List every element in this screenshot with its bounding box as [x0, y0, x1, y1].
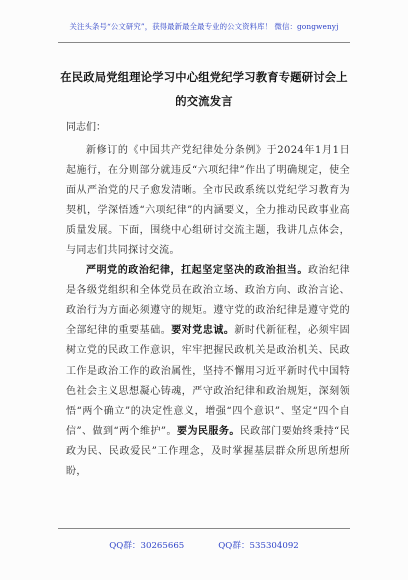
header-banner: 关注头条号“公文研究”，获得最新最全最专业的公文资料库！ 微信：gongwenyj	[69, 22, 339, 31]
footer-qq-2: QQ群：535304092	[218, 541, 299, 551]
point-heading-loyalty: 要对党忠诚。	[171, 325, 235, 337]
paragraph-1: 新修订的《中国共产党纪律处分条例》于2024年1月1日起施行，在分则部分就违反“六项纪律”作出了明确规定，使全面从严治党的尺子愈发清晰。全市民政系统以党纪学习教育为契机，学深悟透“六项纪律”的内涵要义，全力推动民政事业高质量发展。下面，围绕中心组研讨交流主题，我讲几点体会，与同志们共同探讨交流。	[66, 145, 350, 257]
footer-qq-1: QQ群：30265665	[109, 541, 185, 551]
document-title-line1: 在民政局党组理论学习中心组党纪学习教育专题研讨会上	[60, 70, 348, 84]
header-divider	[58, 42, 350, 43]
salutation: 同志们：	[66, 122, 106, 133]
document-body	[66, 141, 350, 482]
section-heading: 严明党的政治纪律，扛起坚定坚决的政治担当。	[86, 265, 308, 277]
footer-divider	[58, 528, 350, 529]
paragraph-2-text-3: 民政部门要始终秉持“民政为民、民政爱民”工作理念，及时掌握基层群众所思所想所盼，	[66, 425, 350, 477]
footer-qq-groups	[0, 539, 408, 551]
paragraph-2-text-2: 新时代新征程，必须牢固树立党的民政工作意识，牢牢把握民政机关是政治机关、民政工作是政治工作的政治属性，坚持不懈用习近平新时代中国特色社会主义思想凝心铸魂，严守政治纪律和政治规矩，深刻领悟“两个确立”的决定性意义，增强“四个意识”、坚定“四个自信”、做到“两个维护”。	[66, 325, 350, 437]
paragraph-2-text-1: 政治纪律是各级党组织和全体党员在政治立场、政治方向、政治言论、政治行为方面必须遵守的规矩。遵守党的政治纪律是遵守党的全部纪律的重要基础。	[66, 265, 350, 337]
document-title-line2: 的交流发言	[175, 94, 233, 108]
paragraph-2	[66, 261, 350, 482]
point-heading-service: 要为民服务。	[176, 425, 240, 437]
